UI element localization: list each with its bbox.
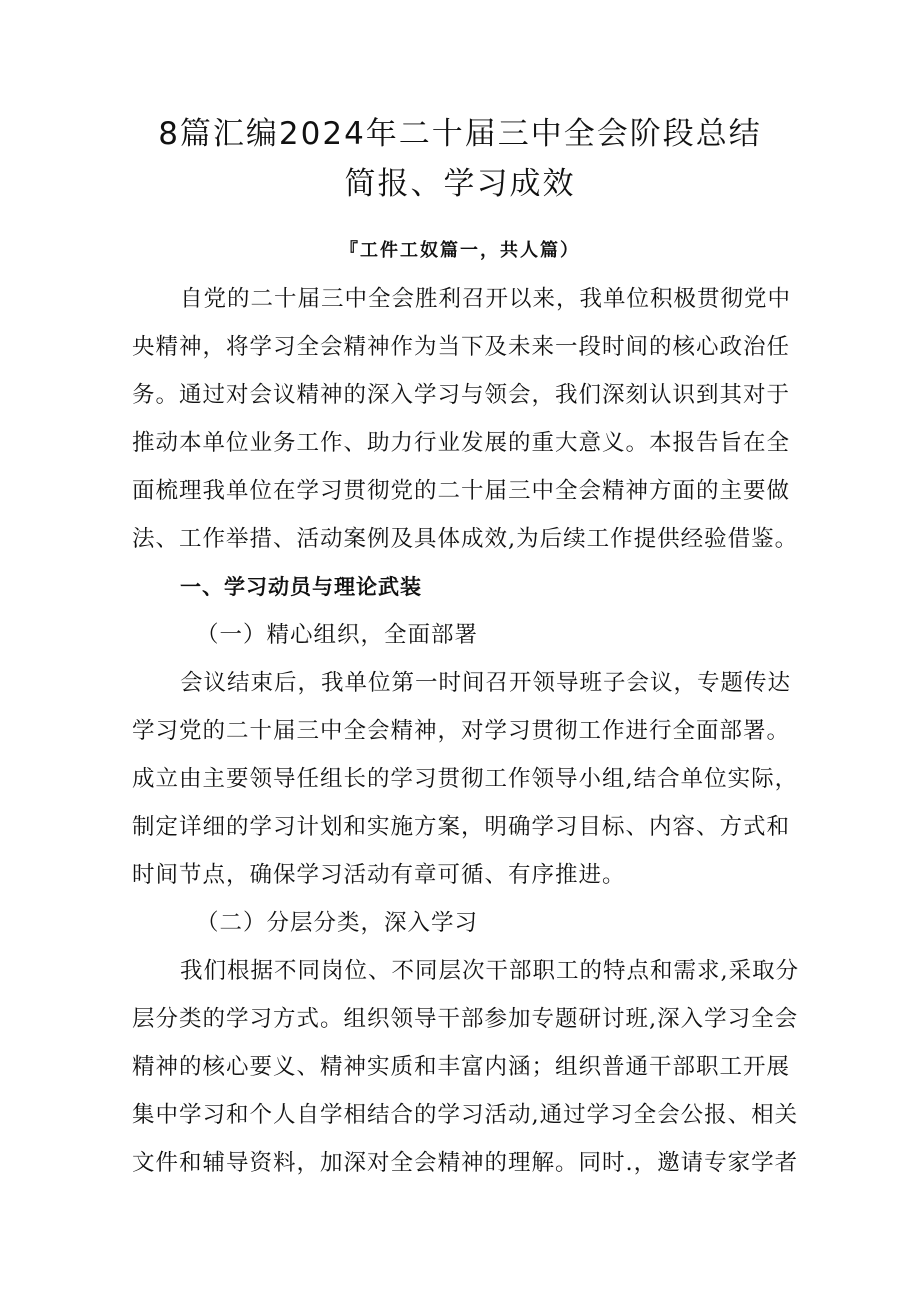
paragraph-line: 精神的核心要义、精神实质和丰富内涵；组织普通干部职工开展 (132, 1054, 791, 1080)
subsection-heading: （二）分层分类，深入学习 (196, 910, 479, 936)
paragraph-line: 推动本单位业务工作、助力行业发展的重大意义。本报告旨在全 (132, 430, 791, 456)
paragraph-line: 法、工作举措、活动案例及具体成效,为后续工作提供经验借鉴。 (132, 526, 799, 552)
paragraph-line: 我们根据不同岗位、不同层次干部职工的特点和需求,采取分 (180, 958, 800, 984)
paragraph-line: 制定详细的学习计划和实施方案，明确学习目标、内容、方式和 (132, 814, 791, 840)
document-subtitle: 『工件工奴篇一，共人篇） (340, 240, 580, 261)
paragraph-line: 层分类的学习方式。组织领导干部参加专题研讨班,深入学习全会 (132, 1006, 799, 1032)
paragraph-line: 成立由主要领导任组长的学习贯彻工作领导小组,结合单位实际， (132, 766, 799, 792)
document-title-line-2: 简报、学习成效 (344, 166, 576, 202)
paragraph-line: 学习党的二十届三中全会精神，对学习贯彻工作进行全面部署。 (132, 718, 791, 744)
subsection-heading: （一）精心组织，全面部署 (196, 622, 479, 648)
paragraph-line: 自党的二十届三中全会胜利召开以来，我单位积极贯彻党中 (180, 286, 792, 312)
paragraph-line: 会议结束后，我单位第一时间召开领导班子会议，专题传达 (180, 670, 792, 696)
paragraph-line: 面梳理我单位在学习贯彻党的二十届三中全会精神方面的主要做 (132, 478, 791, 504)
section-heading: 一、学习动员与理论武装 (180, 575, 422, 599)
document-title-line-1: 8篇汇编2024年二十届三中全会阶段总结 (158, 116, 762, 152)
paragraph-line: 集中学习和个人自学相结合的学习活动,通过学习全会公报、相关 (132, 1102, 799, 1128)
paragraph-line: 文件和辅导资料，加深对全会精神的理解。同时.，邀请专家学者 (132, 1150, 799, 1176)
paragraph-line: 务。通过对会议精神的深入学习与领会，我们深刻认识到其对于 (132, 382, 791, 408)
paragraph-line: 时间节点，确保学习活动有章可循、有序推进。 (132, 862, 626, 888)
paragraph-line: 央精神，将学习全会精神作为当下及未来一段时间的核心政治任 (132, 334, 791, 360)
